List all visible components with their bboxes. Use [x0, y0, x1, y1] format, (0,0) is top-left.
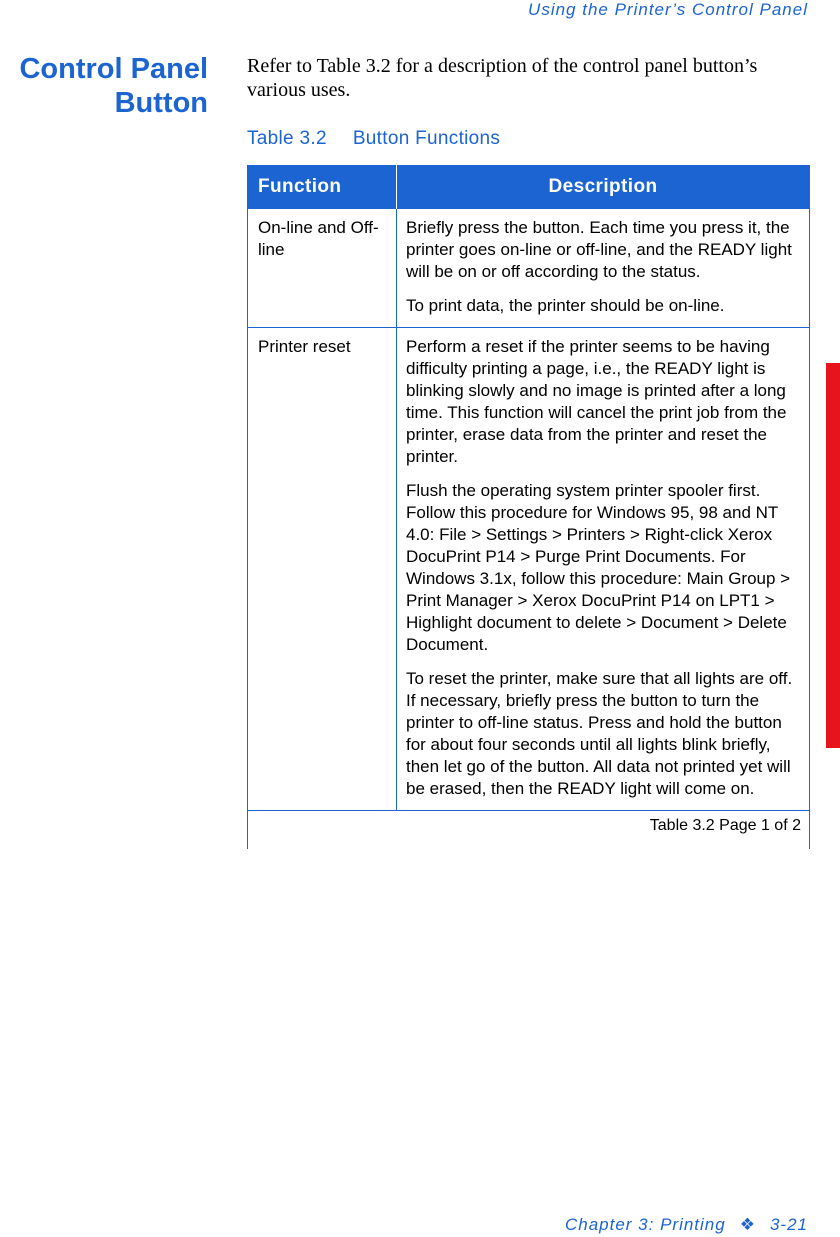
table-row — [248, 328, 809, 811]
description-paragraph: To print data, the printer should be on-line. — [406, 296, 725, 315]
table-footer: Table 3.2 Page 1 of 2 — [649, 817, 801, 834]
section-heading-line2: Button — [114, 87, 208, 119]
table-row — [248, 209, 809, 328]
intro-paragraph: Refer to Table 3.2 for a description of the control panel button’s various uses. — [247, 55, 758, 101]
description-paragraph: To reset the printer, make sure that all lights are off. If necessary, briefly press the button to turn the printer to off-line status. Press and hold the button for about four seconds until all lights blink briefly, then let go of the button. All data not printed yet will be erased, then the READY light will come on. — [406, 669, 793, 798]
description-cell — [396, 209, 809, 327]
table-header-row — [248, 165, 809, 209]
column-header-function: Function — [258, 176, 342, 197]
table-caption-number: Table 3.2 — [247, 128, 327, 149]
page-number: 3-21 — [769, 1215, 808, 1234]
chapter-side-tab — [826, 363, 840, 748]
running-foot — [565, 1215, 808, 1235]
section-heading-line1: Control Panel — [19, 53, 208, 85]
section-heading — [0, 52, 208, 120]
running-head: Using the Printer’s Control Panel — [528, 0, 808, 19]
description-paragraph: Flush the operating system printer spooler first. Follow this procedure for Windows 95, 98 and NT 4.0: File > Settings > Printers > Right-click Xerox DocuPrint P14 > Purge Print Documents. For Windows 3.1x, follow this procedure: Main Group > Print Manager > Xerox DocuPrint P14 on LPT1 > Highlight document to delete > Document > Delete Document. — [406, 481, 791, 654]
description-paragraph: Briefly press the button. Each time you press it, the printer goes on-line or off-line, and the READY light will be on or off according to the status. — [406, 218, 792, 281]
footer-chapter: Chapter 3: Printing — [564, 1215, 726, 1234]
table-caption-title: Button Functions — [352, 128, 501, 149]
description-cell — [396, 328, 809, 810]
description-paragraph: Perform a reset if the printer seems to be having difficulty printing a page, i.e., the READY light is blinking slowly and no image is printed after a long time. This function will cancel the print job from the printer, erase data from the printer and reset the printer. — [406, 337, 787, 466]
footer-separator-icon: ❖ — [739, 1215, 756, 1234]
column-header-description: Description — [396, 165, 809, 209]
function-cell: On-line and Off-line — [258, 218, 379, 259]
table-caption — [247, 128, 500, 150]
button-functions-table — [247, 165, 810, 849]
function-cell: Printer reset — [258, 337, 351, 356]
